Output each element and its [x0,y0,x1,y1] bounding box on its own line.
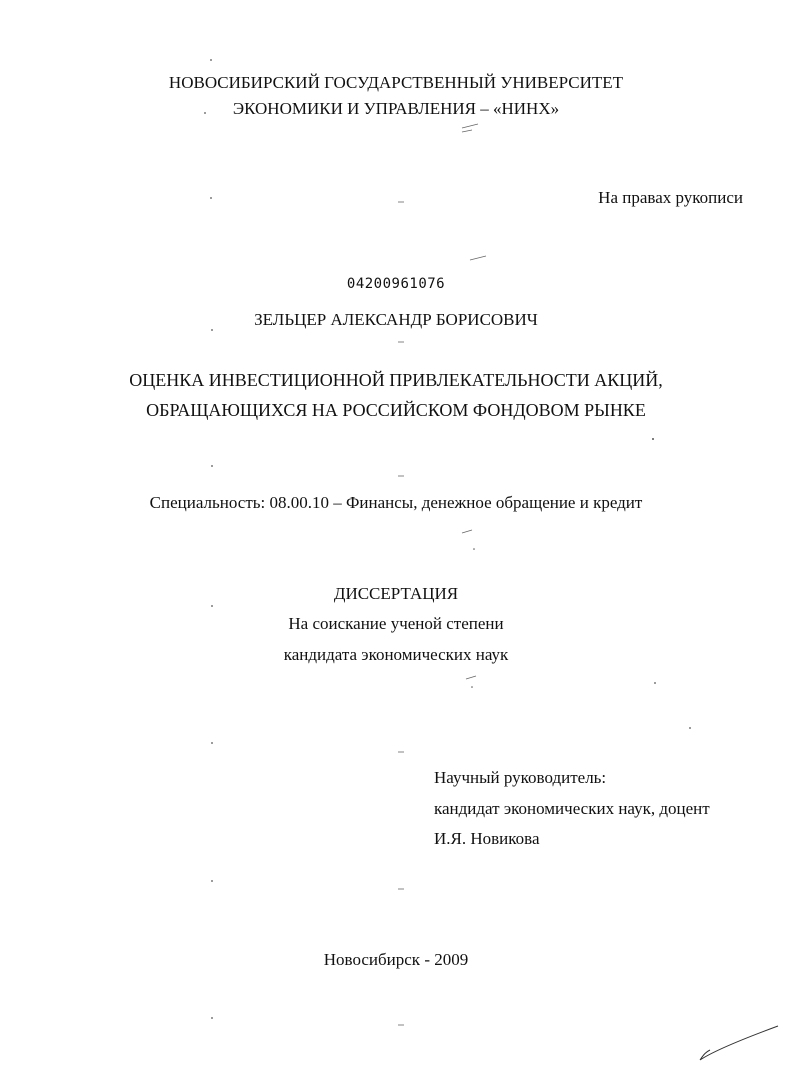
degree-line2: кандидата экономических наук [283,645,509,664]
specialty: Специальность: 08.00.10 – Финансы, денежное обращение и кредит [149,493,643,512]
dissertation-title-line2: ОБРАЩАЮЩИХСЯ НА РОССИЙСКОМ ФОНДОВОМ РЫНКЕ [146,400,646,420]
dissertation-title-line1: ОЦЕНКА ИНВЕСТИЦИОННОЙ ПРИВЛЕКАТЕЛЬНОСТИ АКЦИЙ, [129,370,663,390]
manuscript-note: На правах рукописи [598,188,743,207]
author-name: ЗЕЛЬЦЕР АЛЕКСАНДР БОРИСОВИЧ [254,310,538,329]
supervisor-label: Научный руководитель: [434,768,607,787]
supervisor-degree: кандидат экономических наук, доцент [434,799,710,818]
supervisor-name: И.Я. Новикова [434,829,540,848]
catalog-number: 04200961076 [346,276,446,292]
university-name-line1: НОВОСИБИРСКИЙ ГОСУДАРСТВЕННЫЙ УНИВЕРСИТЕТ [168,73,624,92]
work-type-heading: ДИССЕРТАЦИЯ [333,584,459,603]
university-name-line2: ЭКОНОМИКИ И УПРАВЛЕНИЯ – «НИНХ» [232,99,560,118]
degree-line1: На соискание ученой степени [288,614,504,633]
city-year: Новосибирск - 2009 [323,950,469,969]
